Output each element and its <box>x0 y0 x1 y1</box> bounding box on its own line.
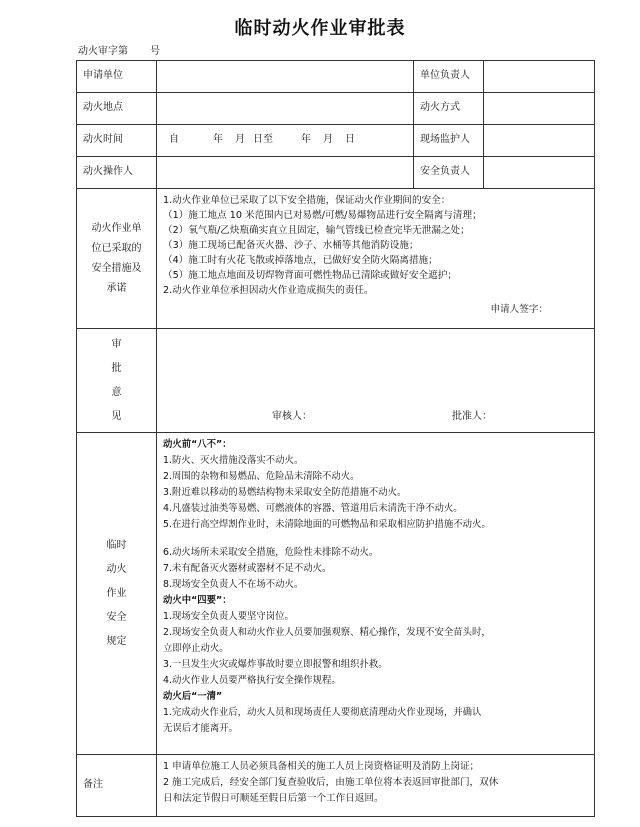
site-supervisor-field[interactable] <box>484 125 595 157</box>
remark-content <box>157 755 595 817</box>
approval-content[interactable] <box>157 329 595 433</box>
label-site-supervisor: 现场监护人 <box>414 125 484 157</box>
rule-line: 1.现场安全负责人要坚守岗位。 <box>163 611 294 622</box>
label-location: 动火地点 <box>77 93 157 125</box>
remark-line: 日和法定节假日可顺延至假日后第一个工作日返回。 <box>163 793 384 804</box>
rules-label-line: 临时 <box>106 539 127 551</box>
label-applicant-unit: 申请单位 <box>77 61 157 93</box>
rules-after-title: 动火后“一清” <box>163 691 223 702</box>
label-method: 动火方式 <box>414 93 484 125</box>
measure-line: 1.动火作业单位已采取了以下安全措施，保证动火作业期间的安全： <box>163 195 451 206</box>
measure-line: 2.动火作业单位承担因动火作业造成损失的责任。 <box>163 285 374 296</box>
rule-line: 2.周围的杂物和易燃品、危险品未清除不动火。 <box>163 471 360 482</box>
form-title: 临时动火作业审批表 <box>234 18 406 39</box>
serial-number <box>78 42 160 57</box>
rule-line: 5.在进行高空焊割作业时，未清除地面的可燃物品和采取相应防护措施不动火。 <box>163 519 491 530</box>
measures-label-line: 位已采取的 <box>91 242 142 254</box>
location-field[interactable] <box>157 93 414 125</box>
label-safety-officer: 安全负责人 <box>414 157 484 189</box>
time-month1: 月 <box>235 134 245 146</box>
rule-line: 无误后才能离开。 <box>163 723 239 734</box>
method-field[interactable] <box>484 93 595 125</box>
rules-label-line: 规定 <box>106 635 127 647</box>
measure-line: （4）施工时有火花飞散或掉落地点，已做好安全防火隔离措施； <box>163 255 438 266</box>
safety-officer-field[interactable] <box>484 157 595 189</box>
row-applicant <box>77 61 595 93</box>
measure-line: （2）氧气瓶/乙炔瓶确实直立且固定，输气管线已检查完毕无泄漏之处； <box>163 225 470 236</box>
time-day-to: 日至 <box>253 134 273 146</box>
row-approval <box>77 329 595 433</box>
row-time <box>77 125 595 157</box>
approval-label <box>77 329 157 433</box>
measures-label <box>77 189 157 329</box>
approval-label-char: 意 <box>111 386 122 398</box>
applicant-signature[interactable]: 申请人签字： <box>490 304 548 315</box>
measures-label-line: 动火作业单 <box>91 222 142 234</box>
rule-line: 8.现场安全负责人不在场不动火。 <box>163 579 304 590</box>
rule-line: 7.未有配备灭火器材或器材不足不动火。 <box>163 563 332 574</box>
time-year1: 年 <box>213 134 223 146</box>
measure-line: （5）施工地点地面及切焊物背面可燃性物品已清除或做好安全遮护； <box>163 270 457 281</box>
measure-line: （3）施工现场已配备灭火器、沙子、水桶等其他消防设施； <box>163 240 419 251</box>
rule-line: 4.动火作业人员要严格执行安全操作规程。 <box>163 675 341 686</box>
time-year2: 年 <box>301 134 311 146</box>
checker-signature[interactable]: 审核人： <box>272 410 312 422</box>
rule-line: 立即停止动火。 <box>163 643 229 654</box>
label-operator: 动火操作人 <box>77 157 157 189</box>
row-location <box>77 93 595 125</box>
approver-signature[interactable]: 批准人： <box>452 410 492 422</box>
operator-field[interactable] <box>157 157 414 189</box>
label-time: 动火时间 <box>77 125 157 157</box>
row-remark <box>77 755 595 817</box>
measure-line: （1）施工地点 10 米范围内已对易燃/可燃/易爆物品进行安全隔离与清理； <box>163 210 482 221</box>
time-from: 自 <box>169 134 179 146</box>
serial-suffix: 号 <box>150 46 160 57</box>
row-operator <box>77 157 595 189</box>
rules-during-title: 动火中“四要”： <box>163 595 232 606</box>
unit-leader-field[interactable] <box>484 61 595 93</box>
rule-line: 4.凡盛装过油类等易燃、可燃液体的容器、管道用后未清洗干净不动火。 <box>163 503 463 514</box>
time-month2: 月 <box>323 134 333 146</box>
rules-before-title: 动火前“八不”： <box>163 439 232 450</box>
time-day2: 日 <box>345 134 355 146</box>
rules-label-line: 动火 <box>106 563 127 575</box>
approval-label-char: 审 <box>111 338 122 350</box>
rules-label-line: 安全 <box>106 611 127 623</box>
row-rules <box>77 433 595 755</box>
remark-line: 1 申请单位施工人员必须具备相关的施工人员上岗资格证明及消防上岗证； <box>163 761 480 772</box>
rules-label <box>77 433 157 755</box>
rule-line: 2.现场安全负责人和动火作业人员要加强观察、精心操作，发现不安全苗头时， <box>163 627 491 638</box>
label-unit-leader: 单位负责人 <box>414 61 484 93</box>
serial-prefix: 动火审字第 <box>78 46 128 57</box>
remark-line: 2 施工完成后，经安全部门复查验收后，由施工单位将本表返回审批部门，双休 <box>163 777 499 788</box>
fire-permit-table <box>76 60 595 817</box>
measures-label-line: 承诺 <box>106 282 127 294</box>
rule-line: 6.动火场所未采取安全措施，危险性未排除不动火。 <box>163 547 379 558</box>
approval-label-char: 见 <box>111 410 122 422</box>
measures-content <box>157 189 595 329</box>
remark-label: 备注 <box>77 755 157 817</box>
rule-line: 1.完成动火作业后，动火人员和现场责任人要彻底清理动火作业现场，并确认 <box>163 707 482 718</box>
rule-line: 3.一旦发生火灾或爆炸事故时要立即报警和组织扑救。 <box>163 659 388 670</box>
rules-content <box>157 433 595 755</box>
approval-label-char: 批 <box>111 362 122 374</box>
rule-line: 1.防火、灭火措施没落实不动火。 <box>163 455 304 466</box>
row-measures <box>77 189 595 329</box>
applicant-unit-field[interactable] <box>157 61 414 93</box>
rule-line: 3.附近难以移动的易燃结构物未采取安全防范措施不动火。 <box>163 487 407 498</box>
rules-label-line: 作业 <box>106 587 127 599</box>
measures-label-line: 安全措施及 <box>91 262 142 274</box>
time-field[interactable] <box>157 125 414 157</box>
